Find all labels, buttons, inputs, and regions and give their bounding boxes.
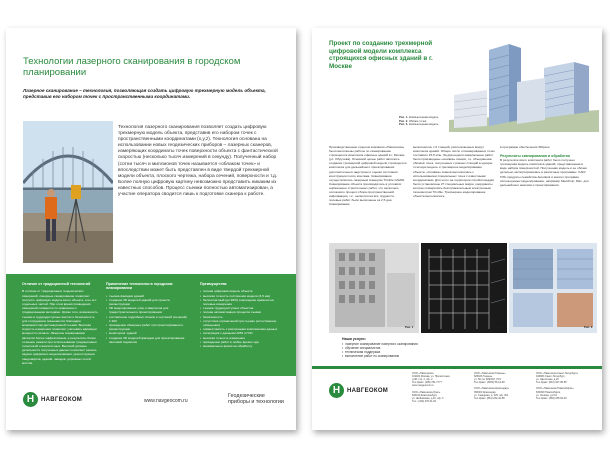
figure-strip — [329, 243, 597, 333]
figure-label: Рис. 2 — [494, 325, 503, 329]
left-page-body: Технология лазерного сканирования позволяет создать цифровую трехмерную модель объекта, представив его набором точек с пространственными координатами (x,y,z). Технология основана на использовании новых геодезических приборов – лазерных сканеров, измеряющих координаты точек поверхности объекта с фантастической скоростью (несколько тысяч измерений в секунду). Полученный набор (сотни тысяч и миллионов точек называется «облаком точек» и впоследствии может быть представлен в виде твердой трехмерной модели объекта, плоского чертежа, набора сечений, поверхности и т.д. Более полную цифровую картину невозможно представить никаким из известных способов. Процесс съемки полностью автоматизирован, а участие оператора сводится лишь к подготовке сканера к работе. — [118, 125, 278, 198]
caption-label: Рис. 1. — [399, 115, 409, 119]
logo-text: НАВГЕОКОМ — [41, 396, 83, 403]
services-title: Наши услуги: — [342, 337, 366, 341]
list-item: • совместимость с различными комплексами данных — [200, 327, 284, 331]
column-heading: Преимущества — [200, 282, 227, 286]
services-list — [342, 337, 482, 358]
results-text: В результате всего комплекса работ было получено трехмерная модель комплекса зданий, представленная в виде набора поверхностей. Полученная модель и ее облако детально экспортировалась в различные программы. CAD/ГИС-продукты семейства Autodesk и многих программ, используемых моделирование, например SketchUp, Max, для дальнейшего анализа и проектирования. — [500, 158, 589, 187]
results-heading: Результаты сканирования и обработки — [500, 154, 570, 159]
green-column-differences — [22, 274, 98, 376]
list-item: • 3D моделирование улиц и кварталов для градостроительного проектирования — [106, 306, 190, 314]
green-info-panel — [6, 274, 296, 376]
column-heading: Применение технологии в городском планировании — [106, 282, 173, 291]
list-item: • отсутствие ограничений при съемке (естественное освещение) — [200, 319, 284, 327]
left-page — [6, 28, 296, 430]
figure-captions — [399, 116, 447, 127]
list-item: • безопасность — [200, 315, 284, 319]
list-item: • минимальное время на обработку — [200, 344, 284, 348]
footer-divider — [312, 366, 602, 369]
company-slogan: Геодезические приборы и технологии — [228, 393, 284, 405]
list-item: • мониторинг зданий — [106, 331, 190, 335]
list-item: • полная автоматизация процесса съемки — [200, 310, 284, 314]
list-item: • создание 3D моделей зданий для проекта реконструкции — [106, 298, 190, 306]
caption-text: Компьютерная модель — [408, 115, 439, 119]
article-column-1: Производственным отделом компании «Навгеоком» были выполнены работы по сканированию строящегося комплекса офисных зданий в г. Москве (ул. Обручева). Основной целью работ являлось создание трехмерной цифровой модели строящегося комплекса для дальнейшего проектирования дополнительных надстроек и оценки состояния конструкции после монтажа. Сканирование осуществлялось лазерным сканером Trimble GS200. Сканирование объекта производилось в условиях нормальных строительных работ, что несколько осложнило процесс сбора пространственной информации, т.к., несмотря на все трудности, полевые работ были выполнены за 2,5 дня. Сканирование — [329, 145, 407, 207]
article-column-2: выполнялось с 6 станций, расположенных вокруг комплекса зданий. Общее число отсканированных точек составило 15,5 млн. За два недели камеральные работ были произведены «сшивка» сканов, т.е. объединение облаков точек, полученных с разных станций в единую точечную модель и трехмерное моделирование объекта. «Сшивка» сканов выполнялась с использованием специальных точек с известными координатами. Для этого на территории стройплощадки были установлены 27 специальных марок, координаты которых измерялись безотражательным электронным тахеометром Trimble. Трехмерное моделирование объекта выполнялось — [413, 145, 495, 199]
contact-block-3: ООО «Навгеоком-Санкт-Петербург» 196084 Санкт-Петербург, ул. Цветочная, д.16 Тел./факс: (812) 327-95-55 ООО «Навгеоком-Новосибирск» 630099 Новосибирск, ул. Ленина, д.21/1 Тел./факс: (383) 335-64-45 — [536, 372, 579, 400]
right-page — [312, 28, 602, 430]
logo-icon: Н — [23, 392, 38, 407]
article-column-3 — [500, 145, 590, 187]
caption-text: Облако точек — [408, 118, 427, 123]
list-item: • съемка фасадов зданий — [106, 294, 190, 298]
contact-block-1: ООО «Навгеоком» 119034 Москва, ул. Пречистенка д.38, стр. 2, оф. 2 Тел./факс: (495) 781-7777 www.navgeocom.ru ООО «Навгеоком-Урал» 620014 Екатеринбург, ул. Шейнкмана, д.10, оф. 3 Тел.: (343) 278-41-81 — [412, 372, 450, 403]
list-item: • высокая точность измерения — [200, 336, 284, 340]
list-item: • съемка труднодоступных объектов — [200, 306, 284, 310]
figure-point-cloud-2 — [421, 243, 507, 333]
company-logo — [23, 392, 82, 407]
list-item: • выполнение работ по сканированию — [342, 354, 482, 358]
surveyor-photo — [23, 121, 113, 263]
company-logo — [329, 383, 388, 398]
green-column-advantages — [200, 274, 284, 376]
building-model-render — [449, 40, 599, 132]
figure-3d-model — [509, 243, 597, 333]
list-item: • проведение обмерных работ при проектировании и реконструкции — [106, 323, 190, 331]
list-item: • лазерное сканирование лазерного сканирования — [342, 342, 482, 346]
logo-icon: Н — [329, 383, 344, 398]
list-item: • проведение работ в любое время года — [200, 340, 284, 344]
list-item: • интеграция с данными АРМ и ГИС — [200, 331, 284, 335]
right-page-title: Проект по созданию трехмерной цифровой модели комплекса строящихся офисных зданий в г. Москве — [329, 40, 433, 70]
left-page-footer — [6, 380, 296, 430]
list-item: • техническая поддержка — [342, 350, 482, 354]
figure-label: Рис. 1 — [405, 325, 414, 329]
list-item: • составление подробных планов и чертежей (сечений) 1:100 — [106, 315, 190, 323]
caption-label: Рис. 3. — [399, 122, 409, 127]
list-item: • обучение специалистов — [342, 346, 482, 350]
left-page-title: Технологии лазерного сканирования в городском планировании — [23, 56, 241, 78]
figure-label: Рис. 3 — [584, 325, 593, 329]
green-column-applications — [106, 274, 190, 376]
list-item: • создание 3D моделей фасадов для проектирования световой подсветки — [106, 336, 190, 344]
figure-point-cloud-1 — [329, 243, 419, 333]
list-item: • полная цифровая модель объекта — [200, 289, 284, 293]
left-page-intro: Лазерное сканирование – технология, позволяющая создать цифровую трехмерную модель объекта, представив его набором точек с пространственными координатами. — [23, 88, 266, 99]
column-intro: в программе обеспечения 3Dipsos. — [500, 145, 551, 149]
caption-text: Компьютерная модель — [408, 122, 439, 127]
website-url[interactable]: www.navgeocom.ru — [144, 398, 188, 404]
contact-block-2: ООО «Навгеоком-Тюмень» 625026 Тюмень, ул. 50 лет ВЛКСМ, 37/1 Тел./факс: (3452) 56-14-99 ООО «Навгеоком-Краснодар» 350000 Краснодар, ул. Северная, д. 325, оф. 301 Тел./факс: (861) 262-42-58 — [474, 372, 509, 400]
column-text: В отличие от традиционных геодезических измерений, лазерные сканирование позволяет получить цифровую модель всего объекта, а не его отдельных частей. При этом время проведения измерений снижается по сравнению с традиционными методами. Кроме того, возможность съемки в труднодоступных местах и безопасность для сотрудников повышаются благодаря возможностям дистанционной съемки. Высокая скорость измерения позволяет учитывать вариации мощности сигнала. Лазерное сканирование является более эффективным, а результаты более точными, нежели при использовании традиционных технологий и аналогичных. Высокий уровень детальности полученных данных позволяет решать задачи цифрового моделирования, реконструкции ландшафтов, зданий, заводов, дорожных сетей, мостов. — [22, 289, 98, 365]
logo-text: НАВГЕОКОМ — [347, 387, 389, 394]
list-item: • бесконтактный (до 99%) сокращение времени на полевые измерения — [200, 298, 284, 306]
list-item: • высокая точность построения модели (3-5 мм) — [200, 294, 284, 298]
caption-label: Рис. 2. — [399, 118, 409, 123]
column-heading: Отличие от традиционной технологий — [22, 282, 91, 286]
